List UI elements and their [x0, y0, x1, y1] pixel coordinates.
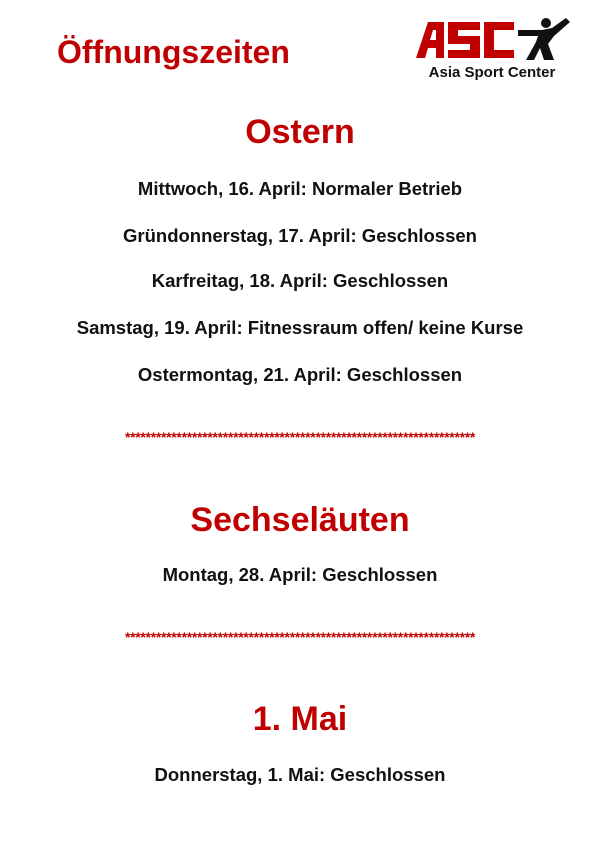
brand-name: Asia Sport Center	[428, 64, 556, 81]
list-item: Donnerstag, 1. Mai: Geschlossen	[154, 764, 446, 785]
list-item: Mittwoch, 16. April: Normaler Betrieb	[137, 178, 463, 199]
list-item: Gründonnerstag, 17. April: Geschlossen	[123, 225, 477, 246]
asc-logo-icon	[414, 14, 574, 64]
list-item: Ostermontag, 21. April: Geschlossen	[137, 364, 463, 385]
list-item: Montag, 28. April: Geschlossen	[162, 564, 438, 585]
list-item: Samstag, 19. April: Fitnessraum offen/ keine Kurse	[76, 317, 524, 338]
section-heading-ostern: Ostern	[245, 113, 355, 151]
page-title: Öffnungszeiten	[57, 34, 290, 70]
separator: ********************************************************************	[124, 429, 476, 445]
section-heading-1-mai: 1. Mai	[252, 700, 348, 738]
asc-logo	[414, 14, 574, 84]
section-heading-sechselaeuten: Sechseläuten	[190, 501, 410, 539]
separator: ********************************************************************	[124, 629, 476, 645]
list-item: Karfreitag, 18. April: Geschlossen	[151, 270, 449, 291]
